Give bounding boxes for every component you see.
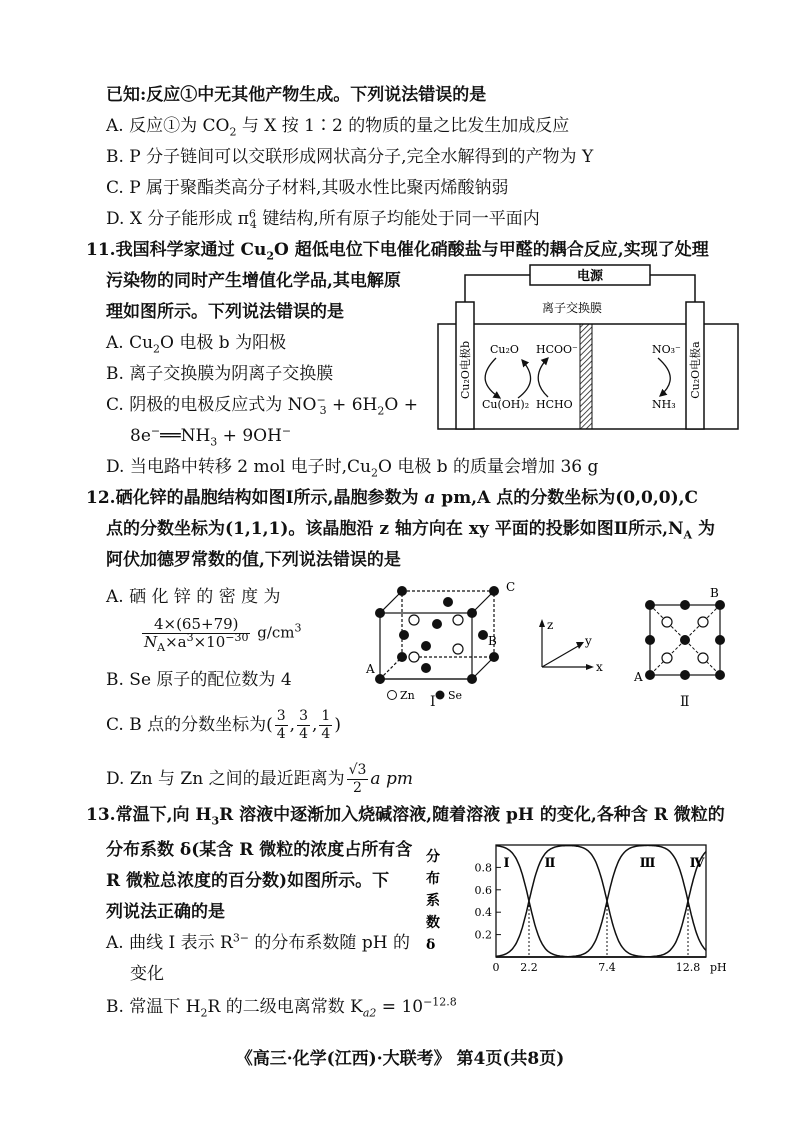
se-atom — [375, 608, 385, 618]
se-atom — [397, 652, 407, 662]
species-nh3: NH₃ — [652, 398, 676, 411]
arrow-cu2o-to-cuoh2 — [485, 358, 500, 398]
se-atom — [478, 630, 488, 640]
se-atom — [489, 586, 499, 596]
q10-option-a: A. 反应①为 $CO_2$ 与 X 按 1∶2 的物质的量之比发生加成反应 — [106, 116, 570, 139]
q10-option-d: D. X 分子能形成 $\pi^6_4$ 键结构,所有原子均能处于同一平面内 — [106, 207, 540, 232]
crystal-figure-1 — [362, 575, 522, 715]
legend-se-marker — [436, 691, 445, 700]
x-tick-label: 0 — [492, 961, 500, 974]
electrode-b-label: Cu₂O电极b — [459, 341, 472, 399]
x-tick-label: 2.2 — [520, 961, 538, 974]
axes-indicator — [530, 615, 610, 680]
y-tick-label: 0.2 — [474, 928, 492, 942]
page-footer: 《高三·化学(江西)·大联考》 第4页(共8页) — [235, 1049, 565, 1069]
q10-stem: 已知:反应①中无其他产物生成。下列说法错误的是 — [106, 85, 487, 105]
q13-stem-line3: R 微粒总浓度的百分数)如图所示。下 — [106, 871, 390, 891]
axis-z-label: z — [547, 618, 554, 632]
q13-stem-line2: 分布系数 δ(某含 R 微粒的浓度占所有含 — [106, 840, 413, 860]
x-tick-label: 7.4 — [598, 961, 616, 974]
y-axis-label-char: 分 — [426, 849, 440, 865]
electrode-a-label: Cu₂O电极a — [689, 341, 702, 399]
se-atom — [467, 608, 477, 618]
point-b-label: B — [488, 634, 497, 648]
q12-option-b: B. Se 原子的配位数为 4 — [106, 670, 292, 690]
legend-zn-label: Zn — [400, 689, 415, 702]
zn-atom — [453, 644, 463, 654]
se-atom — [421, 641, 431, 651]
species-cuoh2: Cu(OH)₂ — [482, 398, 530, 411]
y-tick-label: 0.6 — [474, 883, 492, 897]
zn-atom — [453, 615, 463, 625]
y-tick-label: 0.8 — [474, 861, 492, 875]
x-tick-label: 12.8 — [675, 961, 701, 974]
q13-stem-line1: 13.常温下,向 $H_3R$ 溶液中逐渐加入烧碱溶液,随着溶液 pH 的变化,各种含 R 微粒的 — [86, 805, 725, 828]
species-hcoo: HCOO⁻ — [536, 343, 578, 356]
se-atom — [443, 597, 453, 607]
curve-label: Ⅱ — [544, 856, 556, 871]
se-atom — [645, 600, 655, 610]
q10-option-c: C. P 属于聚酯类高分子材料,其吸水性比聚丙烯酸钠弱 — [106, 178, 509, 198]
proj-point-a-label: A — [634, 670, 643, 684]
y-axis-label-char: 系 — [426, 893, 440, 909]
se-atom — [397, 586, 407, 596]
se-atom — [715, 600, 725, 610]
series-line-2 — [496, 846, 706, 957]
q11-option-d: D. 当电路中转移 2 mol 电子时$,Cu_2O$ 电极 b 的质量会增加 36 g — [106, 457, 599, 480]
y-axis-label-char: δ — [426, 937, 436, 953]
arrow-cuoh2-to-cu2o — [518, 360, 531, 398]
q11-option-c-cont: $8e^-══NH_3 + 9OH^-$ — [130, 424, 292, 449]
figure-1-label: Ⅰ — [430, 694, 436, 710]
legend-zn-marker — [388, 691, 397, 700]
point-c-label: C — [506, 580, 516, 594]
curve-label: Ⅳ — [689, 856, 705, 871]
q12-stem-line2: 点的分数坐标为(1,1,1)。该晶胞沿 z 轴方向在 xy 平面的投影如图Ⅱ所示$,N_A$ 为 — [106, 519, 716, 542]
q10-option-b: B. P 分子链间可以交联形成网状高分子,完全水解得到的产物为 Y — [106, 147, 594, 167]
q11-option-b: B. 离子交换膜为阴离子交换膜 — [106, 364, 334, 384]
q11-stem-line2: 污染物的同时产生增值化学品,其电解原 — [106, 271, 401, 291]
ion-exchange-membrane — [580, 324, 592, 429]
se-atom — [399, 630, 409, 640]
figure-2-label: Ⅱ — [680, 694, 690, 710]
species-cu2o: Cu₂O — [490, 343, 519, 356]
curve-label: Ⅲ — [639, 856, 656, 871]
se-atom — [489, 652, 499, 662]
x-axis-label: pH — [710, 961, 727, 974]
q13-option-a-cont: 变化 — [130, 964, 164, 984]
zn-atom — [662, 653, 672, 663]
se-atom — [715, 670, 725, 680]
legend-se-label: Se — [448, 689, 463, 702]
membrane-label: 离子交换膜 — [541, 301, 603, 315]
y-tick-label: 0.4 — [474, 906, 492, 920]
power-source-label: 电源 — [576, 269, 604, 284]
q12-stem-line3: 阿伏加德罗常数的值,下列说法错误的是 — [106, 550, 401, 570]
q11-option-c: C. 阴极的电极反应式为 $NO^-_3 + 6H_2O$ + — [106, 393, 418, 418]
zn-atom — [409, 652, 419, 662]
q11-stem-line1: 11.我国科学家通过 $Cu_2O$ 超低电位下电催化硝酸盐与甲醛的耦合反应,实现了处理 — [86, 240, 709, 263]
q11-option-a: A. $Cu_2O$ 电极 b 为阳极 — [106, 333, 287, 356]
zn-atom — [409, 615, 419, 625]
se-atom — [645, 635, 655, 645]
q13-option-a: A. 曲线 Ⅰ 表示 $R^{3-}$ 的分布系数随 pH 的 — [106, 931, 410, 953]
y-axis-label-char: 布 — [426, 871, 440, 887]
zn-atom — [698, 617, 708, 627]
se-atom — [645, 670, 655, 680]
se-atom — [680, 635, 690, 645]
q12-option-a-formula: $\frac{4\times(65+79)}{N_A\times a^3\times 10^{-30}}$ $g/cm^3$ — [144, 615, 302, 654]
q12-option-c: C. B 点的分数坐标为( $\frac{3}{4}$ , $\frac{3}{4}$ , $\frac{1}{4}$ ) — [106, 708, 341, 742]
axis-y-label: y — [585, 634, 592, 648]
zn-atom — [662, 617, 672, 627]
q12-stem-line1: 12.硒化锌的晶胞结构如图Ⅰ所示,晶胞参数为 a pm,A 点的分数坐标为(0,0,0),C — [86, 488, 699, 508]
electrolysis-diagram — [430, 262, 750, 437]
series-line-3 — [496, 845, 706, 957]
arrow-no3-to-nh3 — [658, 358, 670, 396]
se-atom — [680, 670, 690, 680]
distribution-chart — [418, 835, 738, 985]
q13-stem-line4: 列说法正确的是 — [106, 902, 225, 922]
series-line-1 — [496, 846, 706, 957]
se-atom — [375, 674, 385, 684]
axis-x-label: x — [596, 660, 603, 674]
zn-atom — [698, 653, 708, 663]
q12-option-a: A. 硒 化 锌 的 密 度 为 — [106, 587, 281, 607]
plot-frame — [496, 845, 706, 957]
species-hcho: HCHO — [536, 398, 573, 411]
species-no3: NO₃⁻ — [652, 343, 681, 356]
q12-option-d: D. Zn 与 Zn 之间的最近距离为 $\frac{√3}{2}$ a pm — [106, 762, 413, 796]
crystal-projection-2 — [630, 585, 745, 695]
se-atom — [432, 619, 442, 629]
q13-option-b: B. 常温下 $H_2R$ 的二级电离常数 $K_{a2} = 10^{-12.8}$ — [106, 995, 457, 1020]
y-axis-label-char: 数 — [426, 915, 440, 931]
se-atom — [467, 674, 477, 684]
point-a-label: A — [366, 662, 375, 676]
proj-point-b-label: B — [710, 586, 719, 600]
se-atom — [421, 663, 431, 673]
arrow-hcho-to-hcoo — [538, 358, 548, 397]
se-atom — [680, 600, 690, 610]
q11-stem-line3: 理如图所示。下列说法错误的是 — [106, 302, 344, 322]
se-atom — [715, 635, 725, 645]
curve-label: Ⅰ — [503, 856, 510, 871]
